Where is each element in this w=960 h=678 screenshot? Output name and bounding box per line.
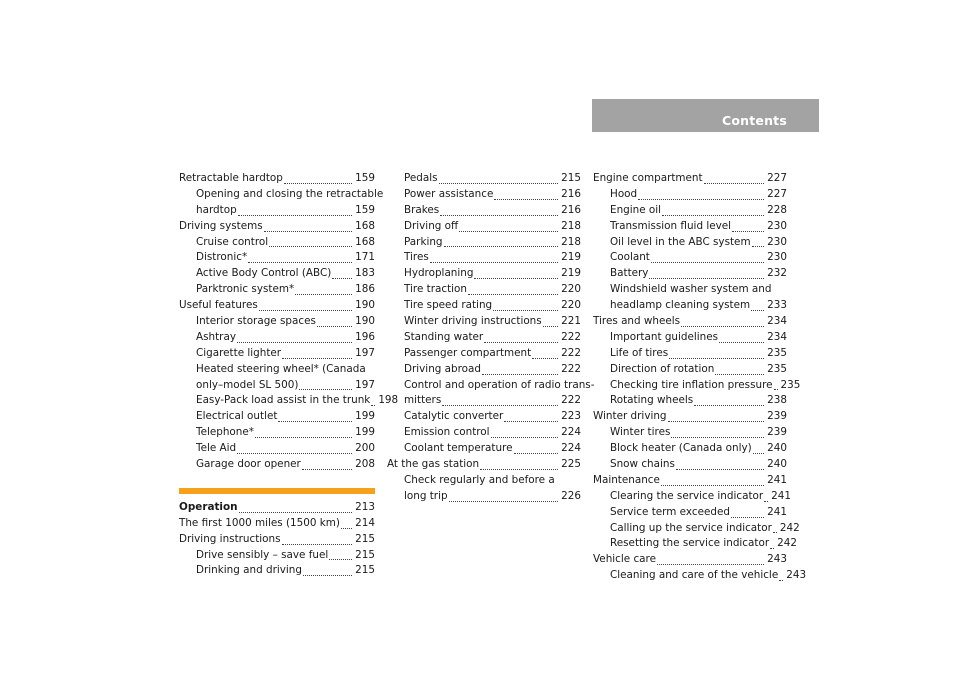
dot-leader bbox=[439, 183, 559, 184]
dot-leader bbox=[751, 310, 764, 311]
toc-entry-label: Telephone* bbox=[196, 426, 254, 439]
toc-entry[interactable] bbox=[593, 266, 787, 282]
toc-entry-label: Catalytic converter bbox=[404, 410, 504, 423]
toc-entry-label: Pedals bbox=[404, 171, 438, 184]
toc-entry-label: Winter tires bbox=[610, 426, 671, 439]
toc-entry[interactable] bbox=[179, 500, 375, 516]
toc-entry-label: Cigarette lighter bbox=[196, 346, 282, 359]
dot-leader bbox=[255, 437, 352, 438]
dot-leader bbox=[493, 310, 558, 311]
toc-entry-label: Garage door opener bbox=[196, 458, 301, 471]
toc-entry-page: 220 bbox=[561, 299, 581, 312]
contents-title: Contents bbox=[721, 113, 787, 128]
toc-entry[interactable] bbox=[179, 362, 375, 378]
dot-leader bbox=[671, 437, 764, 438]
toc-entry-page: 190 bbox=[355, 315, 375, 327]
dot-leader bbox=[504, 421, 558, 422]
dot-leader bbox=[459, 231, 558, 232]
toc-entry-label: Vehicle care bbox=[593, 553, 656, 566]
toc-entry[interactable] bbox=[593, 171, 787, 187]
toc-entry-label: Electrical outlet bbox=[196, 410, 278, 423]
dot-leader bbox=[669, 358, 764, 359]
toc-entry-label: Driving instructions bbox=[179, 532, 281, 545]
toc-column-2 bbox=[387, 171, 595, 505]
toc-entry[interactable] bbox=[593, 425, 787, 441]
toc-entry-page: 241 bbox=[771, 489, 792, 502]
toc-entry-page: 240 bbox=[767, 458, 787, 471]
toc-entry-page: 242 bbox=[779, 521, 800, 534]
toc-entry[interactable] bbox=[179, 266, 375, 282]
toc-entry[interactable] bbox=[387, 235, 581, 251]
toc-entry-label: Coolant bbox=[610, 251, 650, 264]
toc-entry-label: Driving systems bbox=[179, 219, 263, 232]
dot-leader bbox=[704, 183, 765, 184]
toc-entry[interactable] bbox=[179, 330, 375, 346]
dot-leader bbox=[442, 405, 558, 406]
toc-entry-page: 222 bbox=[561, 362, 581, 375]
toc-entry-page: 232 bbox=[767, 267, 787, 280]
toc-entry[interactable] bbox=[179, 409, 375, 425]
toc-entry[interactable] bbox=[179, 457, 375, 473]
toc-entry-page: 222 bbox=[561, 330, 581, 343]
toc-entry-page: 227 bbox=[767, 187, 787, 200]
toc-entry-page: 216 bbox=[561, 187, 581, 200]
dot-leader bbox=[237, 342, 352, 343]
toc-entry-page: 222 bbox=[561, 346, 581, 359]
toc-entry-label: Parktronic system* bbox=[196, 283, 295, 296]
toc-entry-page: 196 bbox=[355, 330, 375, 343]
toc-entry[interactable] bbox=[179, 393, 399, 409]
dot-leader bbox=[694, 405, 764, 406]
toc-entry[interactable] bbox=[387, 473, 581, 489]
toc-entry-page: 216 bbox=[561, 203, 581, 216]
toc-entry-label: Winter driving bbox=[593, 410, 667, 423]
dot-leader bbox=[269, 246, 352, 247]
toc-entry-label: Ashtray bbox=[196, 330, 236, 343]
toc-entry[interactable] bbox=[593, 489, 792, 505]
dot-leader bbox=[532, 358, 558, 359]
toc-entry-label: Distronic* bbox=[196, 251, 248, 264]
toc-entry-page: 234 bbox=[767, 330, 787, 343]
dot-leader bbox=[237, 453, 352, 454]
toc-entry[interactable] bbox=[387, 362, 581, 378]
toc-entry-page: 197 bbox=[355, 378, 375, 391]
toc-entry-page: 241 bbox=[767, 505, 787, 518]
toc-entry[interactable] bbox=[179, 187, 384, 203]
toc-entry[interactable] bbox=[179, 250, 375, 266]
toc-entry[interactable] bbox=[593, 298, 787, 314]
toc-entry-label: Winter driving instructions bbox=[404, 315, 542, 327]
toc-entry-page: 199 bbox=[355, 410, 375, 423]
toc-entry-page: 215 bbox=[561, 171, 581, 184]
toc-entry-label: Engine oil bbox=[610, 203, 662, 216]
dot-leader bbox=[295, 294, 352, 295]
toc-entry[interactable] bbox=[593, 330, 787, 346]
toc-entry-label: Driving abroad bbox=[404, 362, 482, 375]
toc-entry-label: mitters bbox=[404, 394, 442, 407]
toc-entry[interactable] bbox=[593, 346, 787, 362]
toc-list-col3 bbox=[593, 171, 807, 584]
toc-entry-label: Drive sensibly – save fuel bbox=[196, 548, 329, 561]
toc-entry-page: 227 bbox=[767, 171, 787, 184]
toc-entry-page: 235 bbox=[767, 362, 787, 375]
dot-leader bbox=[332, 278, 352, 279]
toc-entry-page: 234 bbox=[767, 315, 787, 327]
toc-entry[interactable] bbox=[179, 532, 375, 548]
toc-entry-page: 159 bbox=[355, 203, 375, 216]
toc-entry-label: Clearing the service indicator bbox=[610, 489, 764, 502]
dot-leader bbox=[543, 326, 558, 327]
dot-leader bbox=[773, 532, 777, 533]
toc-entry-page: 186 bbox=[355, 283, 375, 296]
toc-entry[interactable] bbox=[593, 250, 787, 266]
toc-list-col1 bbox=[179, 171, 399, 473]
toc-entry[interactable] bbox=[179, 203, 375, 219]
toc-entry-label: At the gas station bbox=[387, 458, 480, 471]
toc-entry-label: Rotating wheels bbox=[610, 394, 694, 407]
toc-entry[interactable] bbox=[179, 425, 375, 441]
toc-entry-label: Resetting the service indicator bbox=[610, 537, 770, 550]
dot-leader bbox=[282, 544, 353, 545]
dot-leader bbox=[444, 246, 559, 247]
toc-entry[interactable] bbox=[593, 457, 787, 473]
toc-entry-label: Retractable hardtop bbox=[179, 171, 283, 184]
dot-leader bbox=[248, 262, 352, 263]
toc-list-operation-section bbox=[179, 500, 375, 579]
toc-entry[interactable] bbox=[593, 552, 787, 568]
toc-entry[interactable] bbox=[179, 235, 375, 251]
toc-entry-label: Oil level in the ABC system bbox=[610, 235, 751, 248]
toc-entry-page: 238 bbox=[767, 394, 787, 407]
section-divider bbox=[179, 488, 375, 494]
dot-leader bbox=[468, 294, 558, 295]
toc-entry[interactable] bbox=[387, 171, 581, 187]
toc-entry[interactable] bbox=[387, 250, 581, 266]
toc-entry[interactable] bbox=[593, 187, 787, 203]
dot-leader bbox=[491, 437, 559, 438]
toc-entry[interactable] bbox=[593, 393, 787, 409]
dot-leader bbox=[649, 278, 764, 279]
dot-leader bbox=[514, 453, 559, 454]
toc-entry-page: 197 bbox=[355, 346, 375, 359]
toc-entry[interactable] bbox=[387, 346, 581, 362]
toc-entry[interactable] bbox=[387, 282, 581, 298]
toc-entry-label: Calling up the service indicator bbox=[610, 521, 772, 534]
toc-entry-label: Opening and closing the retractable bbox=[196, 187, 384, 200]
dot-leader bbox=[284, 183, 352, 184]
toc-entry-label: Tele Aid bbox=[196, 442, 237, 455]
toc-entry-page: 235 bbox=[767, 346, 787, 359]
toc-entry-page: 239 bbox=[767, 426, 787, 439]
toc-entry[interactable] bbox=[593, 314, 787, 330]
dot-leader bbox=[662, 215, 764, 216]
toc-entry-page: 224 bbox=[561, 426, 581, 439]
contents-header-bar bbox=[592, 99, 819, 132]
dot-leader bbox=[341, 528, 352, 529]
toc-entry-label: Check regularly and before a bbox=[404, 473, 555, 486]
toc-entry-label: Standing water bbox=[404, 330, 484, 343]
toc-entry-page: 243 bbox=[786, 569, 807, 582]
dot-leader bbox=[657, 564, 764, 565]
toc-entry[interactable] bbox=[179, 378, 375, 394]
toc-entry[interactable] bbox=[179, 314, 375, 330]
toc-entry[interactable] bbox=[593, 235, 787, 251]
toc-entry-page: 221 bbox=[561, 315, 581, 327]
dot-leader bbox=[371, 405, 375, 406]
toc-entry-page: 222 bbox=[561, 394, 581, 407]
toc-entry-page: 240 bbox=[767, 442, 787, 455]
dot-leader bbox=[774, 389, 778, 390]
toc-entry-label: Operation bbox=[179, 500, 238, 513]
toc-entry-label: only–model SL 500) bbox=[196, 378, 299, 391]
toc-entry[interactable] bbox=[387, 457, 581, 473]
toc-entry-label: Heated steering wheel* (Canada bbox=[196, 362, 366, 375]
toc-entry[interactable] bbox=[593, 282, 787, 298]
toc-entry-page: 208 bbox=[355, 458, 375, 471]
toc-entry[interactable] bbox=[179, 346, 375, 362]
toc-entry[interactable] bbox=[179, 548, 375, 564]
toc-entry[interactable] bbox=[387, 203, 581, 219]
toc-entry-label: Transmission fluid level bbox=[610, 219, 732, 232]
toc-entry[interactable] bbox=[593, 521, 800, 537]
dot-leader bbox=[474, 278, 558, 279]
toc-entry-label: Block heater (Canada only) bbox=[610, 442, 752, 455]
toc-entry-page: 220 bbox=[561, 283, 581, 296]
toc-entry[interactable] bbox=[593, 378, 801, 394]
toc-entry-page: 223 bbox=[561, 410, 581, 423]
dot-leader bbox=[482, 374, 558, 375]
dot-leader bbox=[676, 469, 764, 470]
toc-entry-page: 241 bbox=[767, 473, 787, 486]
toc-entry[interactable] bbox=[593, 536, 797, 552]
toc-entry-label: Driving off bbox=[404, 219, 459, 232]
dot-leader bbox=[753, 453, 764, 454]
toc-entry-page: 190 bbox=[355, 299, 375, 312]
dot-leader bbox=[282, 358, 352, 359]
dot-leader bbox=[494, 199, 558, 200]
toc-entry-label: Hood bbox=[610, 187, 638, 200]
toc-entry-label: Cruise control bbox=[196, 235, 269, 248]
toc-entry[interactable] bbox=[179, 298, 375, 314]
toc-entry-label: Emission control bbox=[404, 426, 490, 439]
dot-leader bbox=[638, 199, 764, 200]
toc-entry-label: Windshield washer system and bbox=[610, 283, 772, 296]
toc-entry-label: Hydroplaning bbox=[404, 267, 474, 280]
toc-entry-label: Drinking and driving bbox=[196, 564, 302, 577]
toc-entry-label: Service term exceeded bbox=[610, 505, 730, 518]
toc-entry-page: 235 bbox=[780, 378, 801, 391]
dot-leader bbox=[731, 517, 764, 518]
toc-column-1 bbox=[179, 171, 399, 579]
toc-entry-page: 230 bbox=[767, 219, 787, 232]
toc-entry-label: Direction of rotation bbox=[610, 362, 715, 375]
dot-leader bbox=[264, 231, 352, 232]
toc-entry[interactable] bbox=[179, 171, 375, 187]
toc-entry-label: Tires bbox=[404, 251, 429, 264]
toc-entry-page: 159 bbox=[355, 171, 375, 184]
toc-entry-page: 230 bbox=[767, 235, 787, 248]
dot-leader bbox=[278, 421, 352, 422]
toc-entry-page: 215 bbox=[355, 564, 375, 577]
toc-entry[interactable] bbox=[593, 409, 787, 425]
toc-entry-page: 199 bbox=[355, 426, 375, 439]
toc-list-col2 bbox=[387, 171, 595, 505]
dot-leader bbox=[732, 231, 764, 232]
toc-entry[interactable] bbox=[387, 266, 581, 282]
toc-entry-label: Power assistance bbox=[404, 187, 494, 200]
toc-entry-page: 224 bbox=[561, 442, 581, 455]
toc-entry-page: 239 bbox=[767, 410, 787, 423]
toc-entry[interactable] bbox=[179, 219, 375, 235]
toc-entry[interactable] bbox=[593, 219, 787, 235]
toc-entry[interactable] bbox=[387, 314, 581, 330]
toc-entry-page: 243 bbox=[767, 553, 787, 566]
toc-entry[interactable] bbox=[387, 330, 581, 346]
toc-entry[interactable] bbox=[179, 563, 375, 579]
toc-entry-page: 198 bbox=[378, 394, 399, 407]
toc-entry-label: Parking bbox=[404, 235, 443, 248]
dot-leader bbox=[259, 310, 352, 311]
dot-leader bbox=[238, 215, 352, 216]
toc-entry-label: Checking tire inflation pressure bbox=[610, 378, 773, 391]
toc-entry-page: 213 bbox=[355, 500, 375, 513]
toc-entry-page: 200 bbox=[355, 442, 375, 455]
toc-entry-page: 183 bbox=[355, 267, 375, 280]
toc-entry-page: 233 bbox=[767, 299, 787, 312]
toc-entry-page: 225 bbox=[561, 458, 581, 471]
toc-entry[interactable] bbox=[593, 203, 787, 219]
toc-entry-label: long trip bbox=[404, 489, 448, 502]
dot-leader bbox=[329, 559, 352, 560]
toc-entry-page: 171 bbox=[355, 251, 375, 264]
dot-leader bbox=[299, 389, 352, 390]
dot-leader bbox=[764, 501, 768, 502]
toc-entry-label: Important guidelines bbox=[610, 330, 719, 343]
toc-entry-label: Snow chains bbox=[610, 458, 675, 471]
dot-leader bbox=[770, 548, 774, 549]
toc-entry[interactable] bbox=[387, 298, 581, 314]
toc-entry[interactable] bbox=[387, 409, 581, 425]
dot-leader bbox=[779, 580, 783, 581]
dot-leader bbox=[681, 326, 764, 327]
toc-entry[interactable] bbox=[593, 441, 787, 457]
dot-leader bbox=[668, 421, 765, 422]
toc-entry-page: 242 bbox=[777, 537, 797, 550]
toc-entry-label: Maintenance bbox=[593, 473, 660, 486]
toc-entry[interactable] bbox=[593, 505, 787, 521]
dot-leader bbox=[752, 246, 765, 247]
toc-entry-page: 215 bbox=[355, 548, 375, 561]
dot-leader bbox=[430, 262, 558, 263]
toc-entry[interactable] bbox=[387, 489, 581, 505]
toc-entry-label: headlamp cleaning system bbox=[610, 299, 751, 312]
dot-leader bbox=[661, 485, 764, 486]
toc-entry-page: 215 bbox=[355, 532, 375, 545]
toc-entry-page: 226 bbox=[561, 489, 581, 502]
toc-entry[interactable] bbox=[593, 362, 787, 378]
dot-leader bbox=[440, 215, 558, 216]
toc-entry[interactable] bbox=[593, 568, 807, 584]
toc-entry-page: 218 bbox=[561, 219, 581, 232]
toc-entry-label: Tire speed rating bbox=[404, 299, 493, 312]
toc-entry-label: Brakes bbox=[404, 203, 440, 216]
toc-entry[interactable] bbox=[179, 282, 375, 298]
toc-entry-page: 230 bbox=[767, 251, 787, 264]
toc-entry[interactable] bbox=[387, 378, 595, 394]
toc-entry[interactable] bbox=[179, 441, 375, 457]
toc-entry-label: The first 1000 miles (1500 km) bbox=[179, 516, 340, 529]
toc-entry[interactable] bbox=[387, 425, 581, 441]
toc-entry-page: 219 bbox=[561, 251, 581, 264]
toc-entry-label: Engine compartment bbox=[593, 171, 703, 184]
toc-entry-label: Active Body Control (ABC) bbox=[196, 267, 332, 280]
toc-entry-page: 218 bbox=[561, 235, 581, 248]
toc-entry-page: 228 bbox=[767, 203, 787, 216]
dot-leader bbox=[239, 512, 353, 513]
toc-entry-label: Interior storage spaces bbox=[196, 315, 316, 327]
dot-leader bbox=[302, 469, 352, 470]
toc-entry[interactable] bbox=[387, 219, 581, 235]
toc-entry-page: 168 bbox=[355, 235, 375, 248]
toc-entry[interactable] bbox=[387, 441, 581, 457]
toc-entry-label: Coolant temperature bbox=[404, 442, 513, 455]
toc-entry-label: Easy-Pack load assist in the trunk bbox=[196, 394, 371, 407]
dot-leader bbox=[317, 326, 352, 327]
toc-entry-page: 219 bbox=[561, 267, 581, 280]
toc-entry[interactable] bbox=[593, 473, 787, 489]
toc-entry-label: Cleaning and care of the vehicle bbox=[610, 569, 779, 582]
dot-leader bbox=[303, 575, 352, 576]
dot-leader bbox=[449, 501, 559, 502]
toc-entry-label: Tires and wheels bbox=[593, 315, 681, 327]
toc-entry-label: Battery bbox=[610, 267, 649, 280]
toc-entry-page: 168 bbox=[355, 219, 375, 232]
toc-column-3 bbox=[593, 171, 807, 584]
toc-entry-label: Control and operation of radio trans- bbox=[404, 378, 595, 391]
toc-entry-page: 214 bbox=[355, 516, 375, 529]
dot-leader bbox=[480, 469, 558, 470]
dot-leader bbox=[651, 262, 764, 263]
toc-entry-label: hardtop bbox=[196, 203, 237, 216]
toc-entry-label: Passenger compartment bbox=[404, 346, 532, 359]
toc-entry-label: Life of tires bbox=[610, 346, 669, 359]
dot-leader bbox=[484, 342, 558, 343]
toc-entry[interactable] bbox=[387, 393, 581, 409]
toc-entry-label: Useful features bbox=[179, 299, 258, 312]
dot-leader bbox=[719, 342, 764, 343]
toc-entry[interactable] bbox=[387, 187, 581, 203]
dot-leader bbox=[715, 374, 764, 375]
toc-entry-label: Tire traction bbox=[404, 283, 467, 296]
toc-entry[interactable] bbox=[179, 516, 375, 532]
